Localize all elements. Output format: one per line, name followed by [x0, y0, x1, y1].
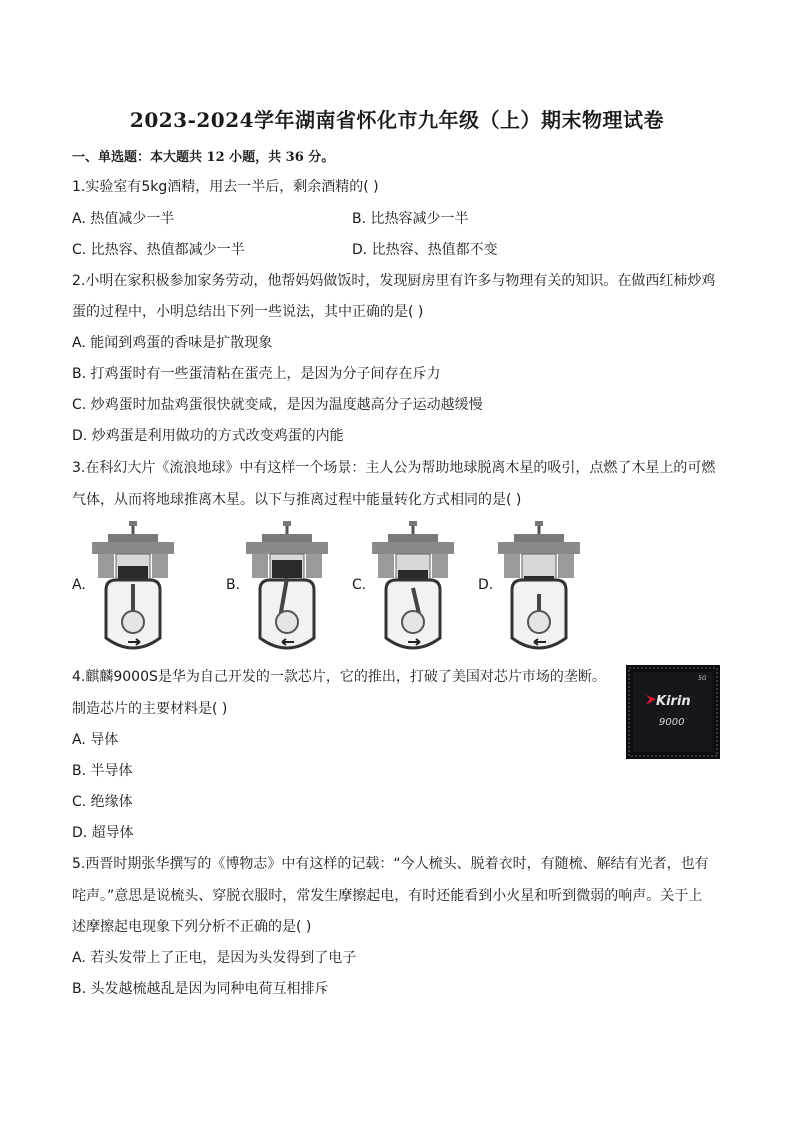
q4-option-b: B. 半导体 [72, 763, 133, 779]
q1-option-d: D. 比热容、热值都不变 [352, 242, 498, 258]
q3-option-a-label: A. [72, 577, 86, 593]
kirin-chip-image [626, 665, 720, 759]
q3-stem-line1: 3.在科幻大片《流浪地球》中有这样一个场景：主人公为帮助地球脱离木星的吸引，点燃了木星上的可燃 [72, 460, 716, 476]
chip-5g-label: 5G [698, 675, 707, 682]
engine-cylinder-icon [88, 520, 178, 655]
q5-option-b: B. 头发越梳越乱是因为同种电荷互相排斥 [72, 981, 329, 997]
q3-engine-diagrams [72, 520, 732, 655]
q2-option-a: A. 能闻到鸡蛋的香味是扩散现象 [72, 335, 273, 351]
q2-option-b: B. 打鸡蛋时有一些蛋清粘在蛋壳上，是因为分子间存在斥力 [72, 366, 441, 382]
q2-stem-line2: 蛋的过程中，小明总结出下列一些说法，其中正确的是( ) [72, 304, 424, 320]
page-title: 2023-2024学年湖南省怀化市九年级（上）期末物理试卷 [129, 108, 665, 132]
q4-option-d: D. 超导体 [72, 825, 134, 841]
q2-option-c: C. 炒鸡蛋时加盐鸡蛋很快就变咸，是因为温度越高分子运动越缓慢 [72, 397, 483, 413]
q1-option-a: A. 热值减少一半 [72, 211, 175, 227]
q4-option-c: C. 绝缘体 [72, 794, 133, 810]
q2-option-d: D. 炒鸡蛋是利用做功的方式改变鸡蛋的内能 [72, 428, 344, 444]
engine-cylinder-icon [242, 520, 332, 655]
engine-cylinder-icon [368, 520, 458, 655]
q5-stem-line2: 咤声。”意思是说梳头、穿脱衣服时，常发生摩擦起电，有时还能看到小火星和听到微弱的响声。关于上 [72, 888, 703, 904]
engine-cylinder-icon [494, 520, 584, 655]
chip-brand-label: Kirin [656, 694, 691, 709]
q4-stem-line1: 4.麒麟9000S是华为自己开发的一款芯片，它的推出，打破了美国对芯片市场的垄断。 [72, 669, 606, 685]
q3-stem-line2: 气体，从而将地球推离木星。以下与推离过程中能量转化方式相同的是( ) [72, 492, 522, 508]
q3-option-c-label: C. [352, 577, 367, 593]
q3-option-b-label: B. [226, 577, 241, 593]
q1-stem: 1.实验室有5kg酒精，用去一半后，剩余酒精的( ) [72, 179, 379, 195]
q4-option-a: A. 导体 [72, 732, 119, 748]
q5-option-a: A. 若头发带上了正电，是因为头发得到了电子 [72, 950, 357, 966]
q1-option-b: B. 比热容减少一半 [352, 211, 469, 227]
section-heading: 一、单选题：本大题共 12 小题，共 36 分。 [72, 150, 335, 165]
q5-stem-line3: 述摩擦起电现象下列分析不正确的是( ) [72, 919, 312, 935]
q5-stem-line1: 5.西晋时期张华撰写的《博物志》中有这样的记载：“今人梳头、脱着衣时，有随梳、解结有光者，也有 [72, 856, 709, 872]
q2-stem-line1: 2.小明在家积极参加家务劳动，他帮妈妈做饭时，发现厨房里有许多与物理有关的知识。在做西红柿炒鸡 [72, 273, 716, 289]
q3-option-d-label: D. [478, 577, 494, 593]
q4-stem-line2: 制造芯片的主要材料是( ) [72, 701, 228, 717]
q1-option-c: C. 比热容、热值都减少一半 [72, 242, 245, 258]
chip-model-label: 9000 [659, 717, 685, 728]
